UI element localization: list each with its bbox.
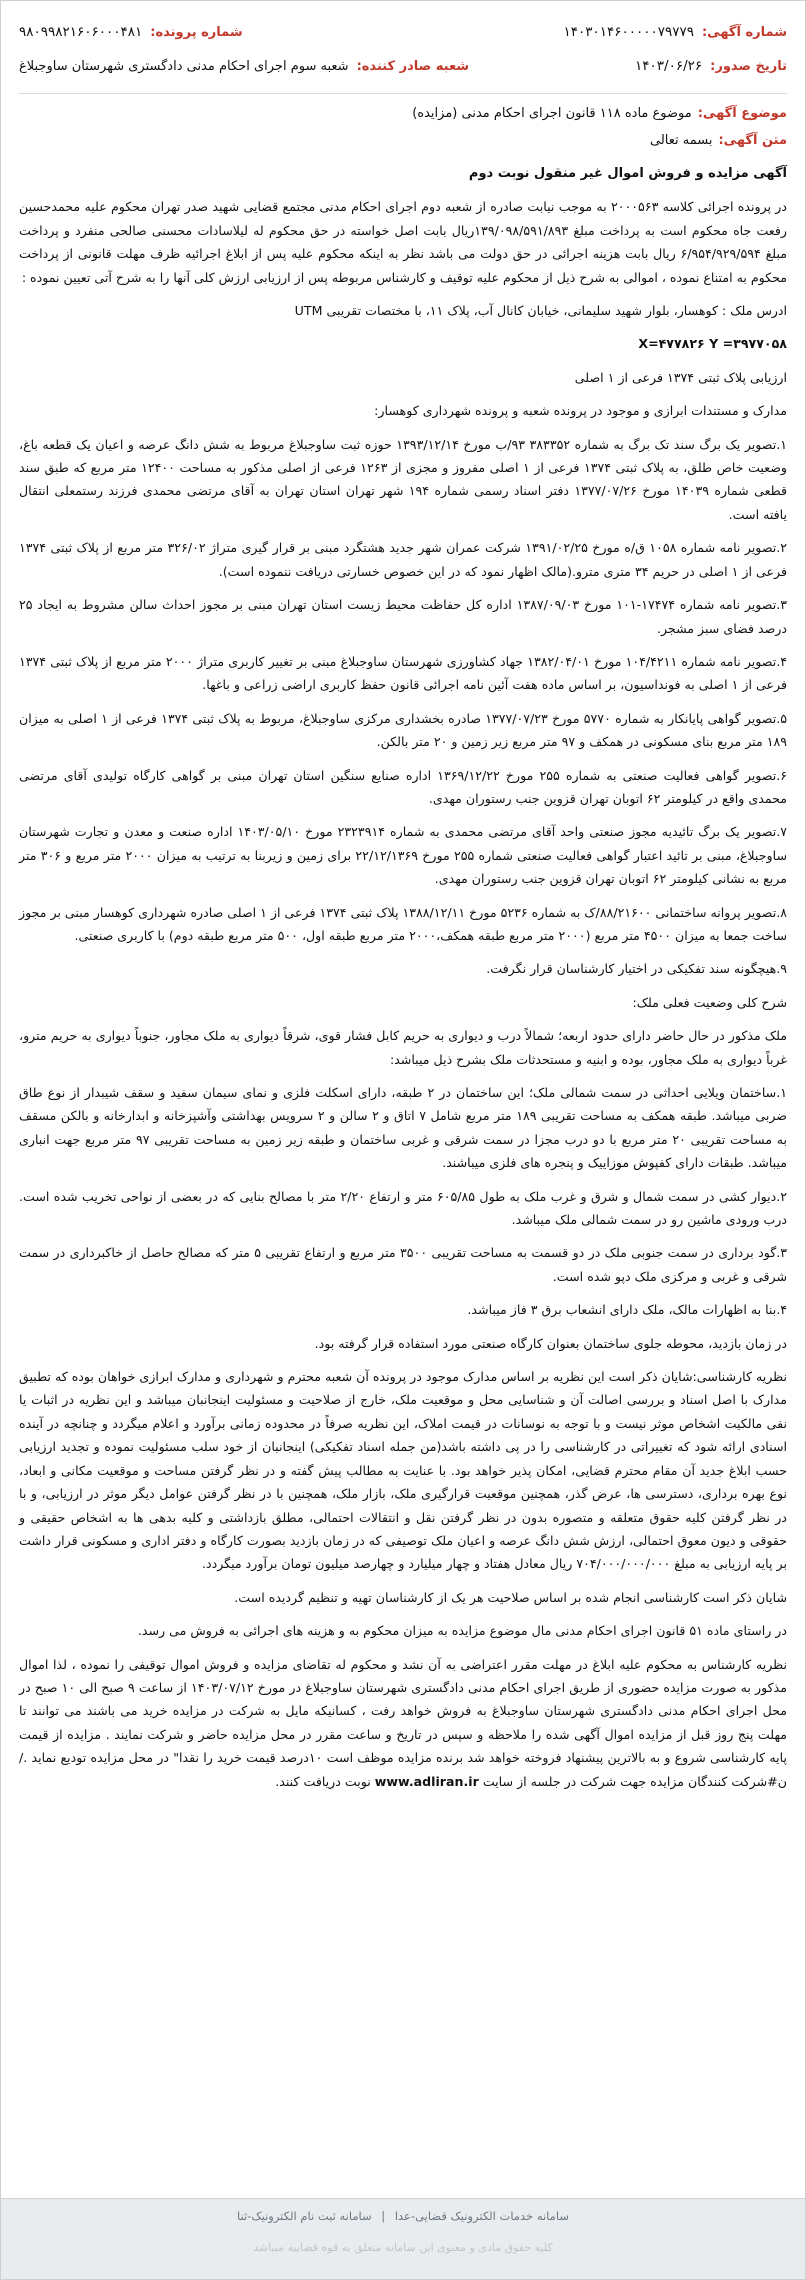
visit-note: در زمان بازدید، محوطه جلوی ساختمان بعنوان کارگاه صنعتی مورد استفاده قرار گرفته بود. [314,1335,787,1351]
footer-separator: | [381,2209,386,2223]
document-item-6: ۶.تصویر گواهی فعالیت صنعتی به شماره ۲۵۵ مورخ ۱۳۶۹/۱۲/۲۲ اداره صنایع سنگین استان تهران مبنی بر گواهی کارگاه تولیدی آقای مرتضی محمدی واقع در کیلومتر ۶۲ اتوبان تهران قزوین جنب رستوران مهدی. [19,767,787,806]
notice-intro: بسمه تعالی [649,133,713,148]
documents-intro: مدارک و مستندات ابرازی و موجود در پرونده شعبه و پرونده شهرداری کوهسار: [374,403,787,419]
notice-number: ۱۴۰۳۰۱۴۶۰۰۰۰۰۷۹۷۷۹ [563,24,694,40]
header-row-2 [19,49,787,83]
file-number-label: شماره پرونده: [150,24,243,40]
auction-final [19,1653,787,1793]
document-item-1: ۱.تصویر یک برگ سند تک برگ به شماره ۳۸۳۳۵۲ ۹۳/ب مورخ ۱۳۹۳/۱۲/۱۴ حوزه ثبت ساوجبلاغ مربوط به شش دانگ عرصه و اعیان یک قطعه باغ، وضعیت خاص طلق، به پلاک ثبتی ۱۳۷۴ فرعی از ۱ اصلی مفروز و مجزی از ۱۲۶۳ فرعی از اصلی مذکور به مساحت ۱۲۴۰۰ متر مربع که طبق سند قطعی شماره ۱۴۰۳۹ مورخ ۱۳۷۷/۰۷/۲۶ دفتر اسناد رسمی شماره ۱۹۴ شهر تهران استان تهران به آقای مرتضی محمدی فرزند رستمعلی انتقال یافته است. [19,436,788,522]
subject-text: موضوع ماده ۱۱۸ قانون اجرای احکام مدنی (مزایده) [412,106,692,121]
adliran-link[interactable]: www.adliran.ir [374,1773,479,1789]
issuer-group [19,59,469,74]
document-item-8: ۸.تصویر پروانه ساختمانی ۸۸/۲۱۶۰۰/ک به شماره ۵۲۳۶ مورخ ۱۳۸۸/۱۲/۱۱ پلاک ثبتی ۱۳۷۴ فرعی از ۱ اصلی صادره شهرداری کوهسار مبنی بر مجوز ساخت جمعا به میزان ۴۵۰۰ متر مربع (۲۰۰۰ متر مربع طبقه همکف،۲۰۰۰ متر مربع طبقه اول، ۵۰۰ متر مربع طبقه دوم) با کاربری صنعتی. [19,904,787,943]
footer-links [1,2199,805,2223]
state-item-4: ۴.بنا به اظهارات مالک، ملک دارای انشعاب برق ۳ فاز میباشد. [467,1302,787,1318]
notice-content [1,1,805,1793]
document-item-5: ۵.تصویر گواهی پایانکار به شماره ۵۷۷۰ مورخ ۱۳۷۷/۰۷/۲۳ صادره بخشداری مرکزی ساوجبلاغ، مربوط به پلاک ثبتی ۱۳۷۴ فرعی از ۱ اصلی به میزان ۱۸۹ متر مربع بنای مسکونی در همکف و ۹۷ متر مربع زیر زمین و ۲۰ متر بالکن. [19,710,787,750]
state-item-1: ۱.ساختمان ویلایی احداثی در سمت شمالی ملک؛ این ساختمان در ۲ طبقه، دارای اسکلت فلزی و نمای سیمان سفید و سقف شیبدار از نوع طاق ضربی میباشد. طبقه همکف به مساحت تقریبی ۱۸۹ متر مربع شامل ۷ اتاق و ۲ سالن و ۲ سرویس بهداشتی وآشپزخانه و ابدارخانه و بالکن مسقف به مساحت تقریبی ۲۰ متر مربع با دو درب مجزا در سمت شرقی و غربی ساختمان و طبقه زیر زمین به مساحت تقریبی ۹۷ متر مربع جهت انباری میباشد. طبقات دارای کفپوش موزاییک و پنجره های فلزی میباشند. [19,1085,787,1171]
state-item-2: ۲.دیوار کشی در سمت شمال و شرق و غرب ملک به طول ۶۰۵/۸۵ متر و ارتفاع ۲/۲۰ متر با مصالح بنایی که در بعضی از نواحی تخریب شده است. درب ورودی ماشین رو در سمت شمالی ملک میباشد. [19,1188,787,1228]
state-text: ملک مذکور در حال حاضر دارای حدود اربعه؛ شمالاً درب و دیواری به حریم کابل فشار قوی، شرقاً دیواری به ملک مجاور، جنوباً دیواری به حریم مترو، غرباً دیواری به ملک مجاور، بوده و ابنیه و مستحدثات ملک بشرح ذیل میباشد: [19,1028,787,1067]
document-item-3: ۳.تصویر نامه شماره ۱۷۴۷۴-۱۰۱ مورخ ۱۳۸۷/۰۹/۰۳ اداره کل حفاظت محیط زیست استان تهران مبنی بر مجوز احداث سالن مشروط به ایجاد ۲۵ درصد فضای سبز مشجر. [19,597,787,636]
file-number: ۹۸۰۹۹۸۲۱۶۰۶۰۰۰۴۸۱ [19,24,143,40]
utm-coordinates: X=۴۷۷۸۲۶ Y =۳۹۷۷۰۵۸ [638,336,787,352]
page-footer [1,2198,805,2279]
state-item-3: ۳.گود برداری در سمت جنوبی ملک در دو قسمت به مساحت تقریبی ۳۵۰۰ متر مربع و ارتفاع تقریبی ۵ متر که مصالح حاصل از خاکبرداری در سمت شرقی و غربی و مرکزی ملک دپو شده است. [19,1245,787,1284]
issuer-label: شعبه صادر کننده: [356,58,470,74]
issue-date-label: تاریخ صدور: [710,58,787,74]
expert-note: شایان ذکر است کارشناسی انجام شده بر اساس صلاحیت هر یک از کارشناسان تهیه و تنظیم گردیده است. [234,1589,787,1605]
auction-final-tail: نوبت دریافت کنند. [275,1773,371,1789]
issue-date: ۱۴۰۳/۰۶/۲۶ [635,58,703,74]
notice-title: آگهی مزایده و فروش اموال غیر منقول نوبت دوم [468,166,787,181]
expert-opinion: نظریه کارشناسی:شایان ذکر است این نظریه بر اساس مدارک موجود در پرونده آن شعبه محترم و شهرداری و مدارک ابرازی خواهان بوده که تطبیق مدارک با اصل اسناد و بررسی اصالت آن و شناسایی محل و موقعیت ملک، خارج از صلاحیت و مسئولیت اینجانبان میباشد و این نظریه در اثبات یا نفی مالکیت اشخاص موثر نیست و با توجه به نوسانات در قیمت املاک، این نظریه صرفاً در محدوده زمانی برآورد و اعلام میگردد و چنانچه در آینده اسنادی ارائه شود که تغییراتی در کارشناسی را در پی داشته باشد(من جمله اسناد تفکیکی) اینجانبان از خود سلب مسئولیت نموده و تجدید ارزیابی حسب ابلاغ جدید آن مقام محترم قضایی، امکان پذیر خواهد بود. با عنایت به مطالب پیش گفته و در نظر گرفتن مساحت و موقعیت مکانی و ابعاد، نوع بهره برداری، دسترسی ها، عرض گذر، همچنین موقعیت قرارگیری ملک، بازار ملک، همچنین با در نظر گرفتن عوامل دیگر موثر در ارزیابی، و با در نظر گرفتن کلیه حقوق متعلقه و متصوره بدون در نظر گرفتن نقل و انتقالات احتمالی، مطلق بازداشتی و کلیه بدهی ها به اشخاص حقیقی و حقوقی و دیون معوق احتمالی، ارزش شش دانگ عرصه و اعیان ملک توصیفی که در زمان بازدید بصورت کارگاه و دفتر اداری و مسکونی قرار داشت بر پایه ارزیابی به مبلغ ۷۰۴/۰۰۰/۰۰۰/۰۰۰ ریال معادل هفتاد و چهار میلیارد و چهارصد میلیون تومان برآورد میگردد. [19,1369,787,1572]
footer-link-adl[interactable]: سامانه خدمات الکترونیک قضایی-عدا [394,2209,569,2223]
issue-date-group [635,58,787,74]
document-item-2: ۲.تصویر نامه شماره ۱۰۵۸ ق/ه مورخ ۱۳۹۱/۰۲/۲۵ شرکت عمران شهر جدید هشتگرد مبنی بر قرار گیری متراژ ۳۲۶/۰۲ متر مربع از پلاک ثبتی ۱۳۷۴ فرعی از ۱ اصلی در حریم ۳۴ متری مترو.(مالک اظهار نمود که در این خصوص خسارتی دریافت ننموده است). [19,540,788,579]
property-address: ادرس ملک : کوهسار، بلوار شهید سلیمانی، خیابان کانال آب، پلاک ۱۱، با مختصات تقریبی UTM [294,303,787,319]
issuer-name: شعبه سوم اجرای احکام مدنی دادگستری شهرستان ساوجبلاغ [19,58,349,74]
paragraph-case: در پرونده اجرائی کلاسه ۲۰۰۰۵۶۳ به موجب نیابت صادره از شعبه دوم اجرای احکام مدنی مجتمع قضایی شهید صدر تهران محکوم علیه محمدحسین رفعت جاه محکوم است به پرداخت مبلغ ۱۳۹/۰۹۸/۵۹۱/۸۹۳ریال بابت اصل خواسته در حق محکوم له لیلاسادات محسنی صالحی منفرد و پرداخت مبلغ ۶/۹۵۴/۹۲۹/۵۹۴ ریال بابت هزینه اجرائی در حق دولت می باشد نظر به اینکه محکوم علیه پس از ابلاغ اجرائیه ظرف مهلت قانونی از پرداخت محکوم به امتناع نموده ، اموالی به شرح ذیل از محکوم علیه توقیف و کارشناس مربوطه پس از ارزیابی ارزش کلی آنها را به شرح آتی تعیین نموده : [19,199,788,285]
footer-copyright: کلیه حقوق مادی و معنوی این سامانه متعلق به قوه قضاییه میباشد [253,2241,553,2254]
notice-text-row [19,133,787,148]
auction-final-text: نظریه کارشناس به محکوم علیه ابلاغ در مهلت مقرر اعتراضی به آن نشد و محکوم له تقاضای مزایده و فروش اموال توقیفی را نموده ، لذا اموال مذکور به صورت مزایده حضوری از طریق اجرای احکام مدنی دادگستری شهرستان ساوجبلاغ در مورخ ۱۴۰۳/۰۷/۱۲ از ساعت ۹ صبح الی ۱۰ صبح در محل اجرای احکام مدنی دادگستری شهرستان ساوجبلاغ به فروش خواهد رفت ، کسانیکه مایل به شرکت در مزایده خرید می باشند می توانند تا مهلت پنج روز قبل از مزایده اموال آگهی شده را ملاحظه و سپس در تاریخ و ساعت مقرر در محل مزایده حاضر و شرکت نمایند . مزایده از قیمت پایه کارشناسی شروع و به بالاترین پیشنهاد فروخته خواهد شد برنده مزایده موظف است ۱۰درصد قیمت خرید را نقدا" در محل مزایده تودیع نماید ./ن#شرکت کنندگان مزایده جهت شرکت در جلسه از سایت [19,1656,787,1789]
document-item-9: ۹.هیچگونه سند تفکیکی در اختیار کارشناسان قرار نگرفت. [486,961,787,977]
subject-row [19,106,787,121]
plaque-evaluation: ارزیابی پلاک ثبتی ۱۳۷۴ فرعی از ۱ اصلی [574,369,787,385]
notice-text-label: متن آگهی: [718,133,787,148]
subject-label: موضوع آگهی: [697,106,787,121]
notice-number-group [563,24,787,40]
notice-body [19,162,787,1793]
document-item-4: ۴.تصویر نامه شماره ۱۰۴/۴۲۱۱ مورخ ۱۳۸۲/۰۴/۰۱ جهاد کشاورزی شهرستان ساوجبلاغ مبنی بر تغییر کاربری متراژ ۲۰۰۰ متر مربع از پلاک ثبتی ۱۳۷۴ فرعی از ۱ اصلی به فونداسیون، بر اساس ماده هفت آئین نامه اجرائی قانون حفظ کاربری اراضی زراعی و باغها. [19,653,788,693]
article-51-note: در راستای ماده ۵۱ قانون اجرای احکام مدنی مال موضوع مزایده به میزان محکوم به و هزینه های اجرائی به فروش می رسد. [137,1623,787,1639]
notice-number-label: شماره آگهی: [701,24,787,40]
document-item-7: ۷.تصویر یک برگ تائیدیه مجوز صنعتی واحد آقای مرتضی محمدی به شماره ۲۳۲۳۹۱۴ مورخ ۱۴۰۳/۰۵/۱۰ اداره صنعت و معدن و تجارت شهرستان ساوجبلاغ، مبنی بر تائید اعتبار گواهی فعالیت صنعتی شماره ۲۵۵ مورخ ۲۲/۱۲/۱۳۶۹ برای زمین و زیربنا به ترتیب به میزان ۲۰۰۰ متر مربع و ۳۰۶ متر مربع به نشانی کیلومتر ۶۲ اتوبان تهران قزوین جنب رستوران مهدی. [19,824,787,887]
state-intro: شرح کلی وضعیت فعلی ملک: [632,994,787,1010]
file-number-group [19,24,243,40]
header-row-1 [19,15,787,49]
header-divider [19,93,787,94]
footer-link-sana[interactable]: سامانه ثبت نام الکترونیک-ثنا [237,2209,372,2223]
